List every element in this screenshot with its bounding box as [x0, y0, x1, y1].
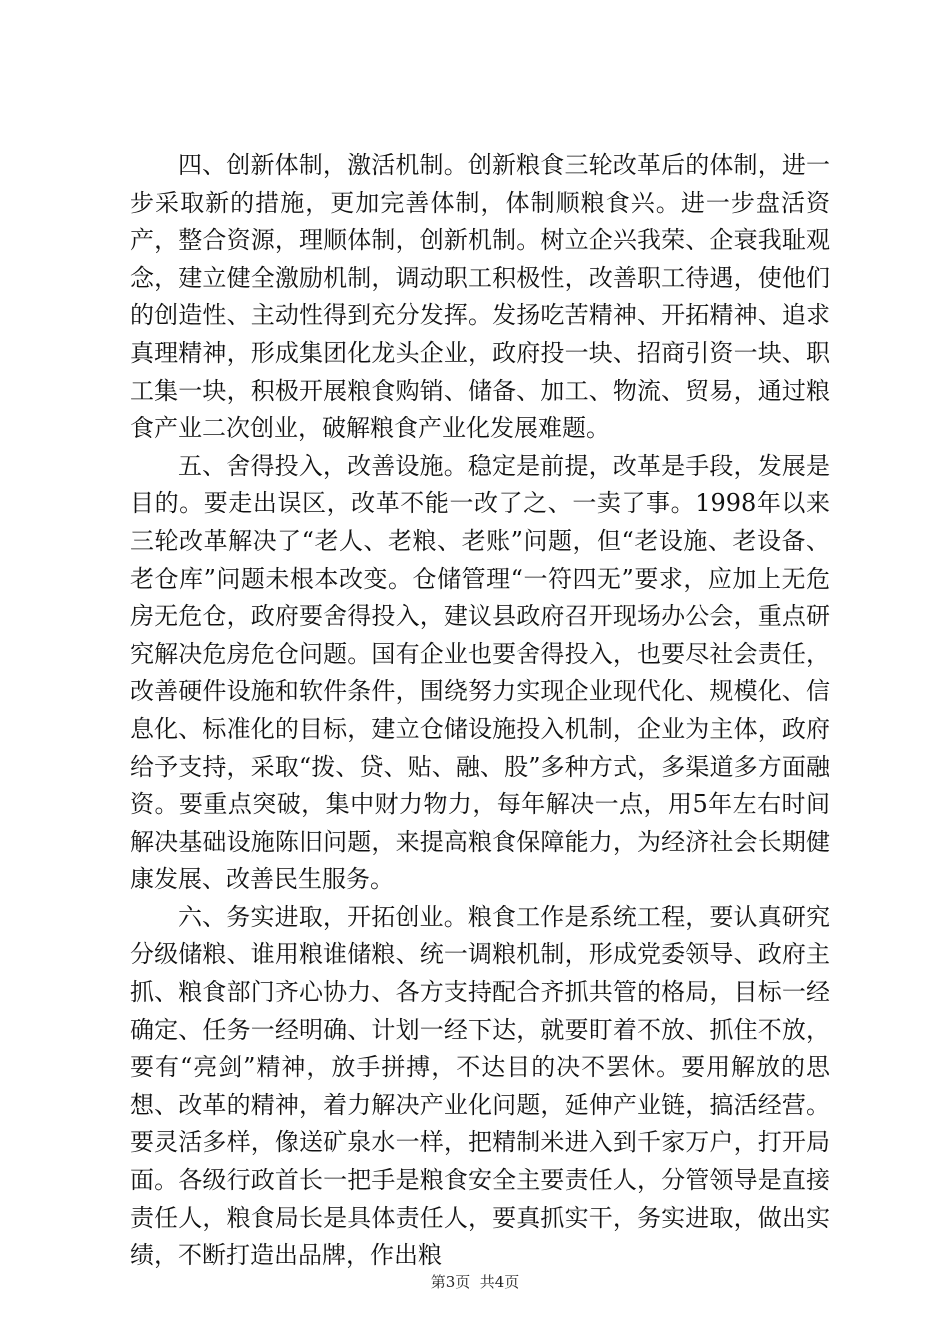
paragraph-section-4: 四、创新体制，激活机制。创新粮食三轮改革后的体制，进一步采取新的措施，更加完善体制，体制顺粮食兴。进一步盘活资产，整合资源，理顺体制，创新机制。树立企兴我荣、企衰我耻观念，建立健全激励机制，调动职工积极性，改善职工待遇，使他们的创造性、主动性得到充分发挥。发扬吃苦精神、开拓精神、追求真理精神，形成集团化龙头企业，政府投一块、招商引资一块、职工集一块，积极开展粮食购销、储备、加工、物流、贸易，通过粮食产业二次创业，破解粮食产业化发展难题。	[130, 151, 830, 443]
paragraph-section-6: 六、务实进取，开拓创业。粮食工作是系统工程，要认真研究分级储粮、谁用粮谁储粮、统一调粮机制，形成党委领导、政府主抓、粮食部门齐心协力、各方支持配合齐抓共管的格局，目标一经确定、任务一经明确、计划一经下达，就要盯着不放、抓住不放，要有“亮剑”精神，放手拼搏，不达目的决不罢休。要用解放的思想、改革的精神，着力解决产业化问题，延伸产业链，搞活经营。要灵活多样，像送矿泉水一样，把精制米进入到千家万户，打开局面。各级行政首长一把手是粮食安全主要责任人，分管领导是直接责任人，粮食局长是具体责任人，要真抓实干，务实进取，做出实绩，不断打造出品牌，作出粮	[130, 902, 830, 1270]
paragraph-section-5: 五、舍得投入，改善设施。稳定是前提，改革是手段，发展是目的。要走出误区，改革不能一改了之、一卖了事。1998年以来三轮改革解决了“老人、老粮、老账”问题，但“老设施、老设备、老仓库”问题未根本改变。仓储管理“一符四无”要求，应加上无危房无危仓，政府要舍得投入，建议县政府召开现场办公会，重点研究解决危房危仓问题。国有企业也要舍得投入，也要尽社会责任，改善硬件设施和软件条件，围绕努力实现企业现代化、规模化、信息化、标准化的目标，建立仓储设施投入机制，企业为主体，政府给予支持，采取“拨、贷、贴、融、股”多种方式，多渠道多方面融资。要重点突破，集中财力物力，每年解决一点，用5年左右时间解决基础设施陈旧问题，来提高粮食保障能力，为经济社会长期健康发展、改善民生服务。	[130, 451, 830, 894]
body-text	[130, 147, 830, 1275]
page-number-label: 第3页 共4页	[430, 1273, 520, 1291]
page-footer	[0, 1272, 950, 1292]
